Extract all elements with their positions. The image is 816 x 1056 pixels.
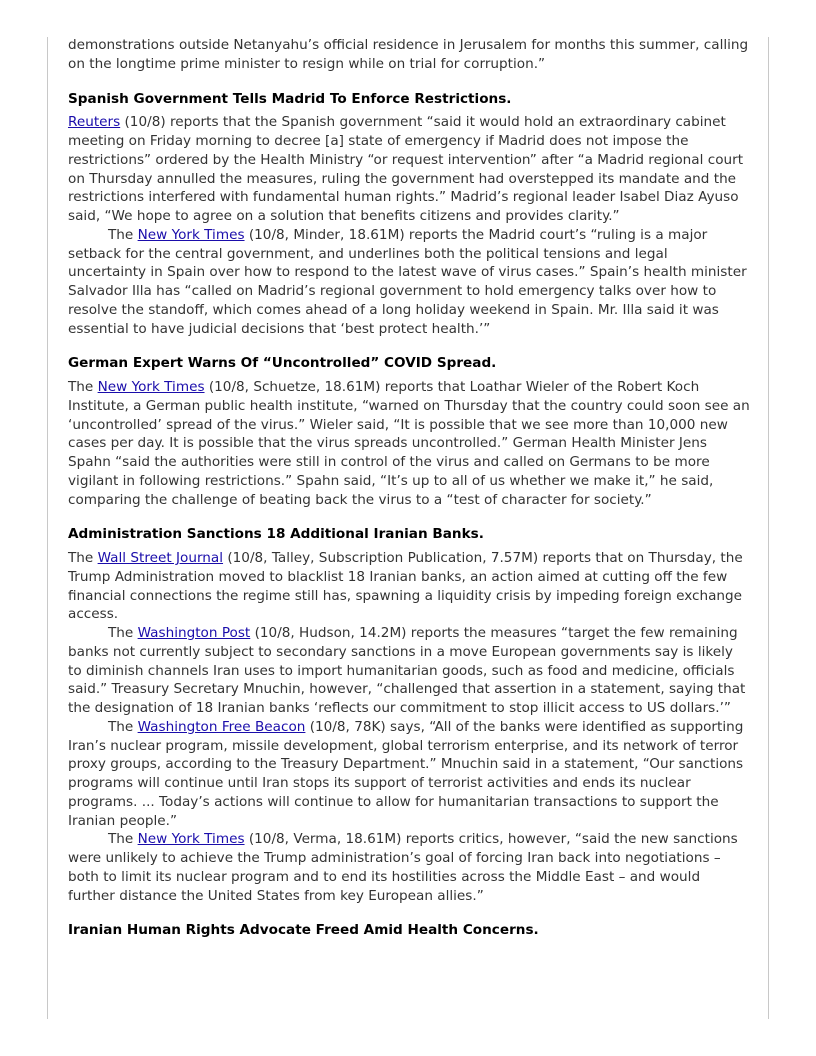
article-paragraph [68,378,750,509]
paragraph-lead: The [68,379,98,395]
section-heading-germany: German Expert Warns Of “Uncontrolled” COVID Spread. [68,355,497,372]
right-margin-rule [768,37,769,1019]
paragraph-text: (10/8, Minder, 18.61M) reports the Madrid court’s “ruling is a major setback for the central government, and underlines both the political tensions and legal uncertainty in Spain over how to respond to the latest wave of virus cases.” Spain’s health minister Salvador Illa has “called on Madrid’s regional government to hold emergency talks over how to resolve the standoff, which comes ahead of a long holiday weekend in Spain. Mr. Illa said it was essential to have judicial decisions that ‘best protect health.’” [68,226,747,337]
source-link-reuters[interactable]: Reuters [68,114,121,131]
source-link-nyt[interactable]: New York Times [137,831,245,848]
paragraph-text: (10/8) reports that the Spanish government “said it would hold an extraordinary cabinet meeting on Friday morning to decree [a] state of emergency if Madrid does not impose the restrictions” ordered by the Health Ministry “or request intervention” after “a Madrid regional court on Thursday annulled the measures, ruling the government had overstepped its mandate and the restrictions interfered with fundamental human rights.” Madrid’s regional leader Isabel Diaz Ayuso said, “We hope to agree on a solution that benefits citizens and provides clarity.” [68,114,744,224]
paragraph-lead: The [108,831,138,848]
section-heading-spain: Spanish Government Tells Madrid To Enforce Restrictions. [68,90,512,107]
left-margin-rule [47,37,48,1019]
paragraph-text: (10/8, 78K) says, “All of the banks were identified as supporting Iran’s nuclear program, missile development, global terrorism enterprise, and its network of terror proxy groups, according to the Treasury Department.” Mnuchin said in a statement, “Our sanctions programs will continue until Iran stops its support of terrorist activities and ends its nuclear programs. ... Today’s actions will continue to allow for humanitarian transactions to support the Iranian people.” [68,718,744,829]
source-link-nyt[interactable]: New York Times [137,226,245,243]
paragraph-text: (10/8, Talley, Subscription Publication, 7.57M) reports that on Thursday, the Trump Administration moved to blacklist 18 Iranian banks, an action aimed at cutting off the few financial connections the regime still has, spawning a liquidity crisis by impeding foreign exchange access. [68,550,743,623]
article-paragraph [68,718,750,831]
article-paragraph [68,624,750,718]
article-paragraph [68,226,750,339]
section-heading-iran-sanctions: Administration Sanctions 18 Additional Iranian Banks. [68,526,484,543]
paragraph-lead: The [108,718,138,735]
paragraph-text: (10/8, Schuetze, 18.61M) reports that Loathar Wieler of the Robert Koch Institute, a German public health institute, “warned on Thursday that the country could soon see an ‘uncontrolled’ spread of the virus.” Wieler said, “It is possible that we see more than 10,000 new cases per day. It is possible that the virus spreads uncontrolled.” German Health Minister Jens Spahn “said the authorities were still in control of the virus and called on Germans to be more vigilant in following restrictions.” Spahn said, “It’s up to all of us whether we make it,” he said, comparing the challenge of beating back the virus to a “test of character for society.” [68,379,750,508]
source-link-free-beacon[interactable]: Washington Free Beacon [137,718,306,735]
source-link-wsj[interactable]: Wall Street Journal [97,550,224,566]
section-heading-iran-advocate: Iranian Human Rights Advocate Freed Amid Health Concerns. [68,922,539,939]
article-paragraph [68,549,750,624]
paragraph-text: (10/8, Hudson, 14.2M) reports the measures “target the few remaining banks not currently subject to secondary sanctions in a move European governments say is likely to diminish channels Iran uses to import humanitarian goods, such as food and medicine, officials said.” Treasury Secretary Mnuchin, however, “challenged that assertion in a statement, saying that the designation of 18 Iranian banks ‘reflects our commitment to stop illicit access to US dollars.’” [68,625,746,716]
source-link-wapo[interactable]: Washington Post [137,625,251,641]
paragraph-lead: The [108,625,138,641]
article-paragraph [68,830,750,905]
article-paragraph [68,113,750,226]
intro-paragraph: demonstrations outside Netanyahu’s official residence in Jerusalem for months this summer, calling on the longtime prime minister to resign while on trial for corruption.” [68,37,749,72]
paragraph-lead: The [68,550,98,566]
paragraph-text: (10/8, Verma, 18.61M) reports critics, however, “said the new sanctions were unlikely to achieve the Trump administration’s goal of forcing Iran back into negotiations – both to limit its nuclear program and to end its hostilities across the Middle East – and would further distance the United States from key European allies.” [68,831,738,904]
source-link-nyt[interactable]: New York Times [97,379,205,395]
paragraph-lead: The [108,226,138,243]
document-body [68,36,750,940]
